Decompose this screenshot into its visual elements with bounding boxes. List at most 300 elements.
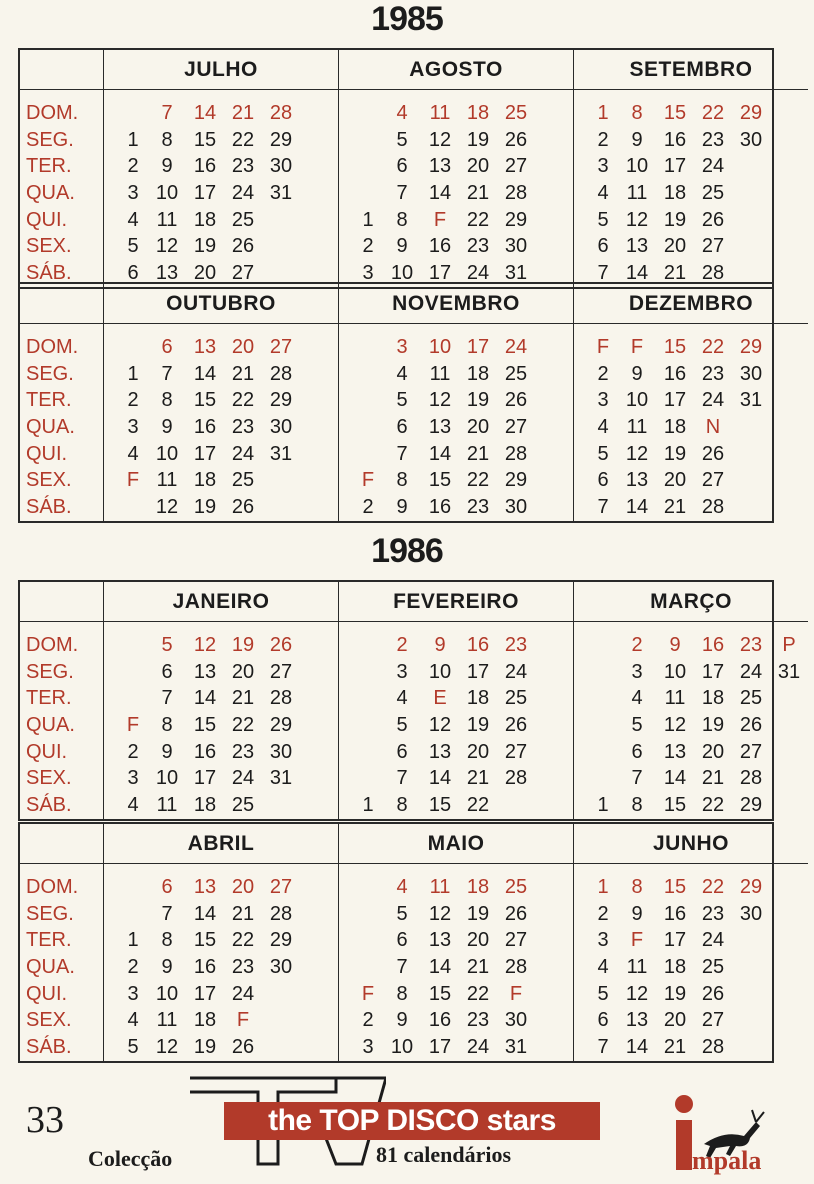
weekday-row [588,494,808,521]
weekday-row [353,153,573,180]
day-number: 17 [466,336,490,358]
weekday-label: QUI. [26,442,68,465]
weekday-row [588,792,808,819]
day-number: 18 [466,102,490,124]
day-number: 21 [663,496,687,519]
day-number: 18 [466,362,490,385]
weekday-row [353,659,573,686]
day-number [262,207,300,234]
day-number: F [509,982,523,1005]
day-number: 19 [466,128,490,151]
weekday-row [118,180,338,207]
day-number: 28 [701,262,725,285]
day-number: 5 [597,442,609,465]
day-number: 18 [663,956,687,979]
day-number: 28 [739,767,763,790]
quarter-block [18,282,774,523]
day-number: 29 [269,128,293,151]
day-number: 30 [504,1009,528,1032]
day-number: 18 [663,416,687,439]
day-number: 24 [701,929,725,952]
day-number: 25 [231,794,255,817]
day-number: 11 [156,469,178,492]
day-number: 6 [597,235,609,258]
day-number [118,632,148,659]
weekday-row [588,414,808,441]
day-number [118,334,148,361]
day-number: 13 [428,929,452,952]
day-number: 9 [161,956,173,979]
day-number: 11 [429,362,451,385]
day-number: 3 [597,389,609,412]
month-name: DEZEMBRO [574,284,808,324]
day-number: 7 [396,767,408,790]
day-number: 9 [161,740,173,763]
day-number: 11 [626,182,648,205]
day-number: 25 [504,102,528,124]
day-number: 20 [466,155,490,178]
day-number: 10 [428,336,452,358]
day-number: 11 [156,208,178,231]
weekday-row [353,901,573,928]
header-corner [20,824,104,864]
day-number: 25 [739,687,763,710]
day-number [732,207,770,234]
day-number: 23 [701,362,725,385]
day-number: 20 [193,262,217,285]
weekday-row [353,467,573,494]
day-number [353,100,383,127]
day-number: 22 [466,208,490,231]
day-number: 19 [663,208,687,231]
day-number: 27 [701,235,725,258]
day-number [588,765,618,792]
day-number: 22 [466,469,490,492]
weekday-label: TER. [26,389,72,412]
day-number: 28 [269,902,293,925]
day-number: 5 [161,634,173,656]
day-number [732,1007,770,1034]
day-number: 22 [701,876,725,898]
day-number: 26 [504,902,528,925]
weekday-row [588,127,808,154]
day-number: 30 [504,496,528,519]
calendar-count: 81 calendários [376,1142,512,1167]
weekday-row [588,467,808,494]
weekday-label: SEX. [26,469,72,492]
day-number: 26 [231,235,255,258]
weekday-row [353,712,573,739]
day-number: 7 [597,496,609,519]
day-number: 27 [269,336,293,358]
collection-label: Colecção [88,1146,173,1171]
day-number: 15 [663,794,687,817]
day-number [770,792,808,819]
weekday-row [353,632,573,659]
weekday-row [118,685,338,712]
weekday-row [118,1007,338,1034]
month-days [339,324,574,521]
day-number: 22 [231,389,255,412]
day-number: 28 [701,496,725,519]
day-number: 20 [663,1009,687,1032]
day-number [732,954,770,981]
day-number [353,954,383,981]
day-number: 13 [625,469,649,492]
day-number: 9 [396,235,408,258]
weekday-row [588,685,808,712]
weekday-label: QUI. [26,982,68,1005]
weekday-label: TER. [26,687,72,710]
quarter-block [18,580,801,821]
day-number: 7 [597,262,609,285]
day-number: 29 [269,714,293,737]
day-number: 19 [231,634,255,656]
day-number: 28 [701,1036,725,1059]
day-number: 20 [701,740,725,763]
month-days [574,864,808,1061]
day-number: 18 [193,208,217,231]
weekday-row [118,334,338,361]
year-title: 1986 [371,532,443,570]
day-number: 15 [193,389,217,412]
day-number: 4 [396,687,408,710]
day-number: 1 [127,128,139,151]
month-days [104,622,339,819]
day-number: 24 [231,982,255,1005]
month-days [104,324,339,521]
day-number: 21 [466,442,490,465]
weekday-row [118,874,338,901]
day-number: 24 [504,336,528,358]
day-number: 13 [663,740,687,763]
day-number: 6 [631,740,643,763]
day-number: 23 [231,416,255,439]
day-number [353,685,383,712]
month-days [104,90,339,287]
day-number: 23 [231,956,255,979]
day-number: 22 [466,794,490,817]
day-number: 14 [625,496,649,519]
weekday-labels [20,90,104,287]
day-number [118,874,148,901]
day-number [770,685,808,712]
day-number: 12 [428,902,452,925]
day-number: 20 [231,660,255,683]
weekday-row [588,153,808,180]
day-number: 2 [127,155,139,178]
weekday-label: SEG. [26,362,74,385]
day-number: 18 [701,687,725,710]
day-number: 26 [504,714,528,737]
day-number: 6 [127,262,139,285]
weekday-row [118,127,338,154]
day-number [732,233,770,260]
day-number: 23 [739,634,763,656]
day-number [262,1034,300,1061]
day-number: 2 [597,128,609,151]
quarter-block [18,48,774,289]
weekday-row [588,981,808,1008]
day-number: 20 [663,235,687,258]
day-number: 19 [193,235,217,258]
day-number: 14 [428,767,452,790]
day-number: 31 [269,182,293,205]
weekday-row [118,954,338,981]
day-number: 17 [663,389,687,412]
day-number: 19 [466,389,490,412]
weekday-row [588,765,808,792]
weekday-row [118,739,338,766]
day-number [353,361,383,388]
day-number [732,414,770,441]
weekday-row [588,632,808,659]
day-number: 28 [269,102,293,124]
day-number [770,765,808,792]
day-number [353,387,383,414]
weekday-row [118,361,338,388]
day-number: 6 [396,740,408,763]
day-number: 2 [362,496,374,519]
weekday-row [118,414,338,441]
month-name: JANEIRO [104,582,339,622]
weekday-labels [20,864,104,1061]
day-number: 19 [193,1036,217,1059]
day-number: 9 [631,128,643,151]
header-corner [20,284,104,324]
day-number: 17 [428,262,452,285]
day-number: 10 [625,389,649,412]
weekday-row [588,712,808,739]
day-number: 3 [631,660,643,683]
weekday-row [118,387,338,414]
day-number: 4 [127,442,139,465]
weekday-row [353,1007,573,1034]
weekday-row [118,1034,338,1061]
card-number: 33 [26,1099,64,1141]
day-number: 8 [396,208,408,231]
day-number: 23 [701,128,725,151]
day-number [732,1034,770,1061]
weekday-row [118,901,338,928]
day-number: 19 [663,442,687,465]
day-number: 10 [390,262,414,285]
weekday-row [588,334,808,361]
day-number: 22 [701,336,725,358]
day-number: 14 [663,767,687,790]
day-number: 13 [428,155,452,178]
day-number [118,659,148,686]
day-number: 14 [193,687,217,710]
weekday-label: SÁB. [26,794,72,817]
day-number [353,441,383,468]
day-number: 30 [269,155,293,178]
weekday-row [118,632,338,659]
weekday-row [353,100,573,127]
day-number: 26 [231,1036,255,1059]
day-number: 29 [739,876,763,898]
day-number: 12 [428,714,452,737]
day-number [262,792,300,819]
day-number: 12 [155,1036,179,1059]
weekday-labels [20,622,104,819]
weekday-row [588,954,808,981]
day-number: 27 [504,416,528,439]
weekday-label: TER. [26,929,72,952]
day-number: 11 [156,1009,178,1032]
month-days [339,90,574,287]
weekday-label: QUA. [26,416,75,439]
day-number [588,739,618,766]
day-number: 23 [231,155,255,178]
impala-wordmark: mpala [692,1146,762,1175]
day-number: 23 [504,634,528,656]
day-number: 31 [504,1036,528,1059]
day-number: 4 [396,102,408,124]
day-number: 31 [739,389,763,412]
day-number: 2 [127,956,139,979]
day-number: 27 [701,1009,725,1032]
day-number: 2 [362,235,374,258]
weekday-row [118,659,338,686]
day-number: 26 [269,634,293,656]
day-number: 24 [466,262,490,285]
day-number: 2 [127,740,139,763]
day-number [262,233,300,260]
day-number: 4 [597,956,609,979]
weekday-label: SÁB. [26,262,72,285]
day-number: 29 [504,208,528,231]
day-number [118,494,148,521]
day-number [118,685,148,712]
weekday-row [353,441,573,468]
day-number: 20 [466,740,490,763]
day-number: 19 [701,714,725,737]
day-number: 30 [739,902,763,925]
weekday-label: SEX. [26,235,72,258]
day-number: 2 [631,634,643,656]
day-number: 2 [597,362,609,385]
day-number [262,981,300,1008]
weekday-row [118,712,338,739]
day-number [118,901,148,928]
day-number: 13 [193,876,217,898]
day-number: F [630,336,644,358]
day-number: 14 [428,956,452,979]
weekday-row [588,233,808,260]
day-number: 5 [597,208,609,231]
day-number [262,1007,300,1034]
day-number: 4 [396,362,408,385]
top-disco-stars-banner: the TOP DISCO stars [224,1102,600,1140]
day-number: 16 [701,634,725,656]
day-number: P [782,634,796,656]
day-number: 21 [466,956,490,979]
day-number: 17 [663,929,687,952]
day-number: 19 [663,982,687,1005]
day-number: 21 [663,1036,687,1059]
day-number: 6 [597,1009,609,1032]
weekday-row [353,334,573,361]
day-number: 17 [193,767,217,790]
day-number: 24 [504,660,528,683]
day-number: 31 [777,660,801,683]
day-number: 21 [663,262,687,285]
weekday-row [353,127,573,154]
day-number: 8 [161,714,173,737]
day-number: 17 [193,182,217,205]
day-number: 15 [663,102,687,124]
day-number: 28 [269,362,293,385]
day-number [732,494,770,521]
day-number: 25 [701,182,725,205]
weekday-label: DOM. [26,876,79,898]
day-number: 21 [231,362,255,385]
day-number: 24 [231,182,255,205]
day-number: 11 [626,416,648,439]
weekday-label: SÁB. [26,496,72,519]
day-number: 16 [428,496,452,519]
month-name: MAIO [339,824,574,864]
day-number: 22 [231,128,255,151]
day-number: 19 [466,902,490,925]
day-number: 10 [625,155,649,178]
day-number [353,127,383,154]
weekday-label: DOM. [26,336,79,358]
day-number [770,739,808,766]
day-number: 1 [362,208,374,231]
day-number: 10 [155,982,179,1005]
weekday-row [118,441,338,468]
weekday-row [118,233,338,260]
day-number: 18 [663,182,687,205]
day-number: 9 [631,362,643,385]
weekday-row [353,180,573,207]
day-number: 1 [597,876,609,898]
day-number: 25 [701,956,725,979]
weekday-row [353,981,573,1008]
weekday-row [588,901,808,928]
day-number: 3 [127,182,139,205]
weekday-row [588,180,808,207]
month-days [339,864,574,1061]
day-number: 22 [231,929,255,952]
day-number: 10 [155,767,179,790]
day-number: 4 [631,687,643,710]
day-number: 15 [193,714,217,737]
weekday-label: QUI. [26,208,68,231]
day-number: 25 [231,469,255,492]
day-number: 21 [466,182,490,205]
day-number: 17 [193,442,217,465]
day-number: 1 [362,794,374,817]
day-number: 9 [161,155,173,178]
day-number [353,874,383,901]
day-number [353,765,383,792]
day-number: 5 [127,1036,139,1059]
day-number: F [433,208,447,231]
day-number: 3 [597,929,609,952]
weekday-row [353,207,573,234]
day-number: 29 [739,336,763,358]
month-name: JUNHO [574,824,808,864]
day-number: 21 [231,902,255,925]
day-number: 8 [396,469,408,492]
weekday-label: SÁB. [26,1036,72,1059]
day-number [588,632,618,659]
day-number: 1 [597,102,609,124]
day-number: 8 [631,876,643,898]
